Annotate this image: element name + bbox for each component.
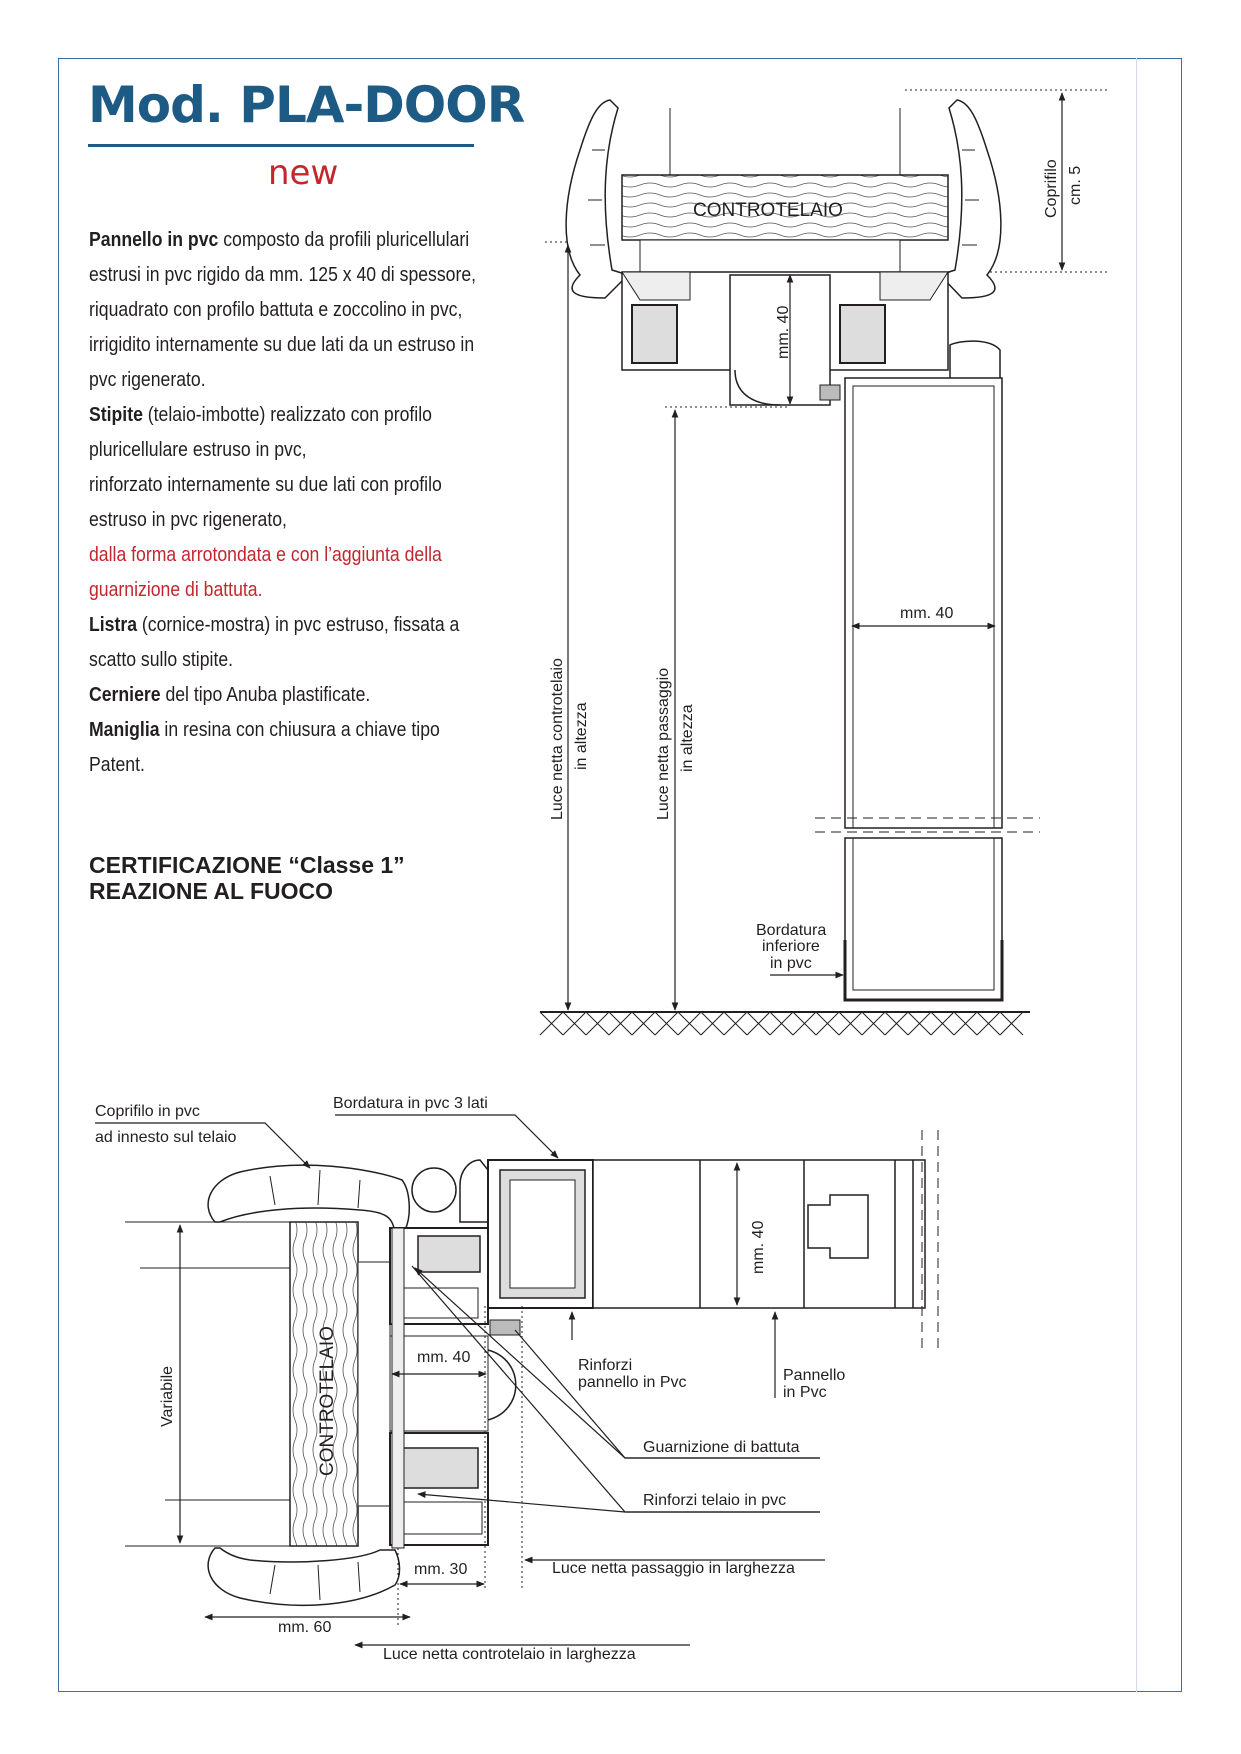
- v-coprifilo-label: Coprifilo: [1043, 159, 1060, 218]
- h-mm30-label: mm. 30: [414, 1561, 468, 1578]
- desc-panel-frame: riquadrato con profilo battuta e zoccolino in pvc, irrigidito internamente su due lati da un estruso in pvc rigenerato.: [89, 298, 475, 391]
- desc-hinges: Cerniere del tipo Anuba plastificate.: [89, 683, 371, 706]
- h-mm60-label: mm. 60: [278, 1619, 332, 1636]
- h-coprifilo-innesto-label: ad innesto sul telaio: [95, 1129, 237, 1146]
- certification-fire: REAZIONE AL FUOCO: [89, 878, 334, 904]
- desc-panel: Pannello in pvc composto da profili pluricellulari estrusi in pvc rigido da mm. 125 x 40 di spessore,: [89, 228, 477, 286]
- v-luce-controtelaio-alt-label: in altezza: [573, 702, 590, 770]
- h-rinforzi-pannello-label: Rinforzi: [578, 1357, 633, 1374]
- v-luce-controtelaio-label: Luce netta controtelaio: [549, 658, 566, 820]
- h-luce-controtelaio-label: Luce netta controtelaio in larghezza: [383, 1646, 636, 1663]
- h-luce-passaggio-label: Luce netta passaggio in larghezza: [552, 1560, 795, 1577]
- h-variabile-label: Variabile: [159, 1365, 176, 1427]
- v-controtelaio-label: CONTROTELAIO: [693, 200, 843, 221]
- h-controtelaio-label: CONTROTELAIO: [317, 1326, 338, 1476]
- h-guarnizione-label: Guarnizione di battuta: [643, 1439, 800, 1456]
- h-mm40-frame-label: mm. 40: [417, 1349, 471, 1366]
- vertical-section: [540, 90, 1110, 1035]
- h-coprifilo-label: Coprifilo in pvc: [95, 1103, 200, 1120]
- h-bordatura-label: Bordatura in pvc 3 lati: [333, 1095, 488, 1112]
- h-mm40-panel-label: mm. 40: [750, 1220, 767, 1274]
- v-mm40-panel-label: mm. 40: [900, 605, 954, 622]
- v-coprifilo-cm-label: cm. 5: [1067, 165, 1084, 205]
- desc-jamb: Stipite (telaio-imbotte) realizzato con profilo pluricellulare estruso in pvc,: [89, 403, 432, 461]
- desc-rounded-shape: dalla forma arrotondata e con l’aggiunta della guarnizione di battuta.: [89, 543, 442, 601]
- desc-listra: Listra (cornice-mostra) in pvc estruso, fissata a scatto sullo stipite.: [89, 613, 460, 671]
- v-bordatura-pvc-label: in pvc: [770, 955, 812, 972]
- h-pannello-pvc-label: in Pvc: [783, 1384, 827, 1401]
- v-luce-passaggio-alt-label: in altezza: [679, 704, 696, 772]
- product-title: Mod. PLA-DOOR: [88, 76, 525, 134]
- v-bordatura-inferiore-label: inferiore: [762, 938, 820, 955]
- desc-handle: Maniglia in resina con chiusura a chiave tipo Patent.: [89, 718, 440, 776]
- h-rinforzi-pannello-pvc-label: pannello in Pvc: [578, 1374, 687, 1391]
- v-luce-passaggio-label: Luce netta passaggio: [655, 667, 672, 820]
- h-pannello-label: Pannello: [783, 1367, 846, 1384]
- product-subtitle: new: [268, 153, 339, 193]
- desc-jamb-reinforce: rinforzato internamente su due lati con profilo estruso in pvc rigenerato,: [89, 473, 442, 531]
- certification-class: CERTIFICAZIONE “Classe 1”: [89, 852, 405, 878]
- v-mm40-top-label: mm. 40: [775, 305, 792, 359]
- v-bordatura-label: Bordatura: [756, 922, 827, 939]
- h-rinforzi-telaio-label: Rinforzi telaio in pvc: [643, 1492, 787, 1509]
